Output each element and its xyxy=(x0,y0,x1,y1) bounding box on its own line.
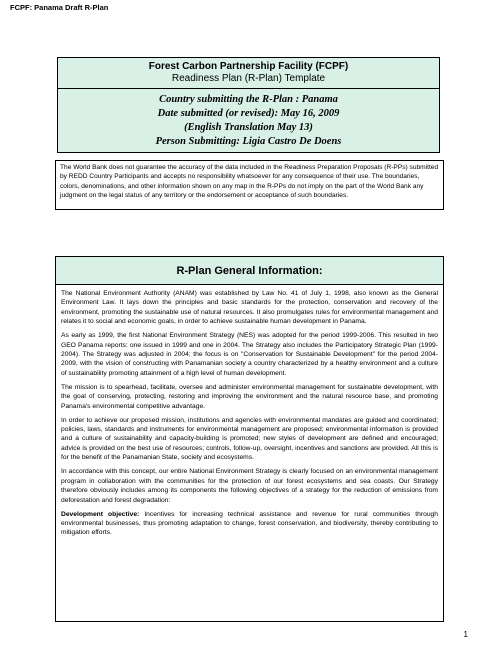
paragraph-objective xyxy=(61,510,438,538)
objective-label: Development objective: xyxy=(61,510,140,518)
country-line: Country submitting the R-Plan : Panama xyxy=(159,94,338,105)
general-information-section xyxy=(55,256,444,622)
section-heading: R-Plan General Information: xyxy=(56,257,443,285)
objective-text: Incentives for increasing technical assistance and revenue for rural communities through environmental businesses, thus promoting adaptation to change, forest conservation, and biodiversity, thereby contributing to mitigation efforts. xyxy=(61,510,438,537)
document-subtitle: Readiness Plan (R-Plan) Template xyxy=(171,73,326,84)
person-line: Person Submitting: Ligia Castro De Doens xyxy=(155,136,342,147)
date-line: Date submitted (or revised): May 16, 2009 xyxy=(157,108,340,119)
title-box-header xyxy=(58,58,439,89)
document-title: Forest Carbon Partnership Facility (FCPF) xyxy=(148,61,349,72)
page-number: 1 xyxy=(463,630,468,639)
paragraph-2: As early as 1999, the first National Environment Strategy (NES) was adopted for the period 1999-2006. This resulted in two GEO Panama reports: one issued in 1999 and one in 2004. The Strategy also includes the Participatory Strategic Plan (1999-2004). The Strategy was adjusted in 2004; the focus is on "Conservation for Sustainable Development" for the period 2004-2009, with the vision of constructing with Panamanian society a country characterized by a healthy environment and a culture of sustainability promoting attainment of a high level of human development. xyxy=(61,332,438,377)
paragraph-3: The mission is to spearhead, facilitate, oversee and administer environmental management for sustainable development, with the goal of conserving, protecting, restoring and improving the environment and the natural resource base, and promoting Panama's environmental competitive advantage. xyxy=(61,383,438,410)
section-body xyxy=(56,285,443,538)
paragraph-5: In accordance with this concept, our entire National Environment Strategy is clearly focused on an environmental management program in collaboration with the communities for the protection of our forest ecosystems and sea coasts. Our Strategy therefore obviously includes among its components the following objectives of a strategy for the reduction of emissions from deforestation and forest degradation: xyxy=(61,468,438,504)
disclaimer-box: The World Bank does not guarantee the accuracy of the data included in the Readiness Preparation Proposals (R-PPs) submitted by REDD Country Participants and accepts no responsibility whatsoever for any consequence of their use. The boundaries, colors, denominations, and other information shown on any map in the R-PPs do not imply on the part of the World Bank any judgment on the legal status of any territory or the endorsement or acceptance of such boundaries. xyxy=(55,160,444,210)
title-box xyxy=(57,57,440,153)
submission-details xyxy=(58,89,439,149)
translation-line: (English Translation May 13) xyxy=(184,122,313,133)
paragraph-1: The National Environment Authority (ANAM) was established by Law No. 41 of July 1, 1998, also known as the General Environment Law. It lays down the principles and basic standards for the protection, conservation and recovery of the environment, promoting the sustainable use of natural resources. It also promulgates rules for environmental management and relates it to social and economic goals, in order to achieve sustainable human development in Panama. xyxy=(61,290,438,326)
paragraph-4: In order to achieve our proposed mission, institutions and agencies with environmental mandates are guided and coordinated; policies, laws, standards and instruments for environmental management are proposed; environmental information is provided and a culture of sustainability and capacity-building is promoted; new styles of development are defined and encouraged; advice is provided on the best use of resources; controls, follow-up, oversight, incentives and sanctions are provided. All this is for the benefit of the Panamanian State, society and ecosystems. xyxy=(61,416,438,462)
running-header: FCPF: Panama Draft R-Plan xyxy=(10,3,109,12)
